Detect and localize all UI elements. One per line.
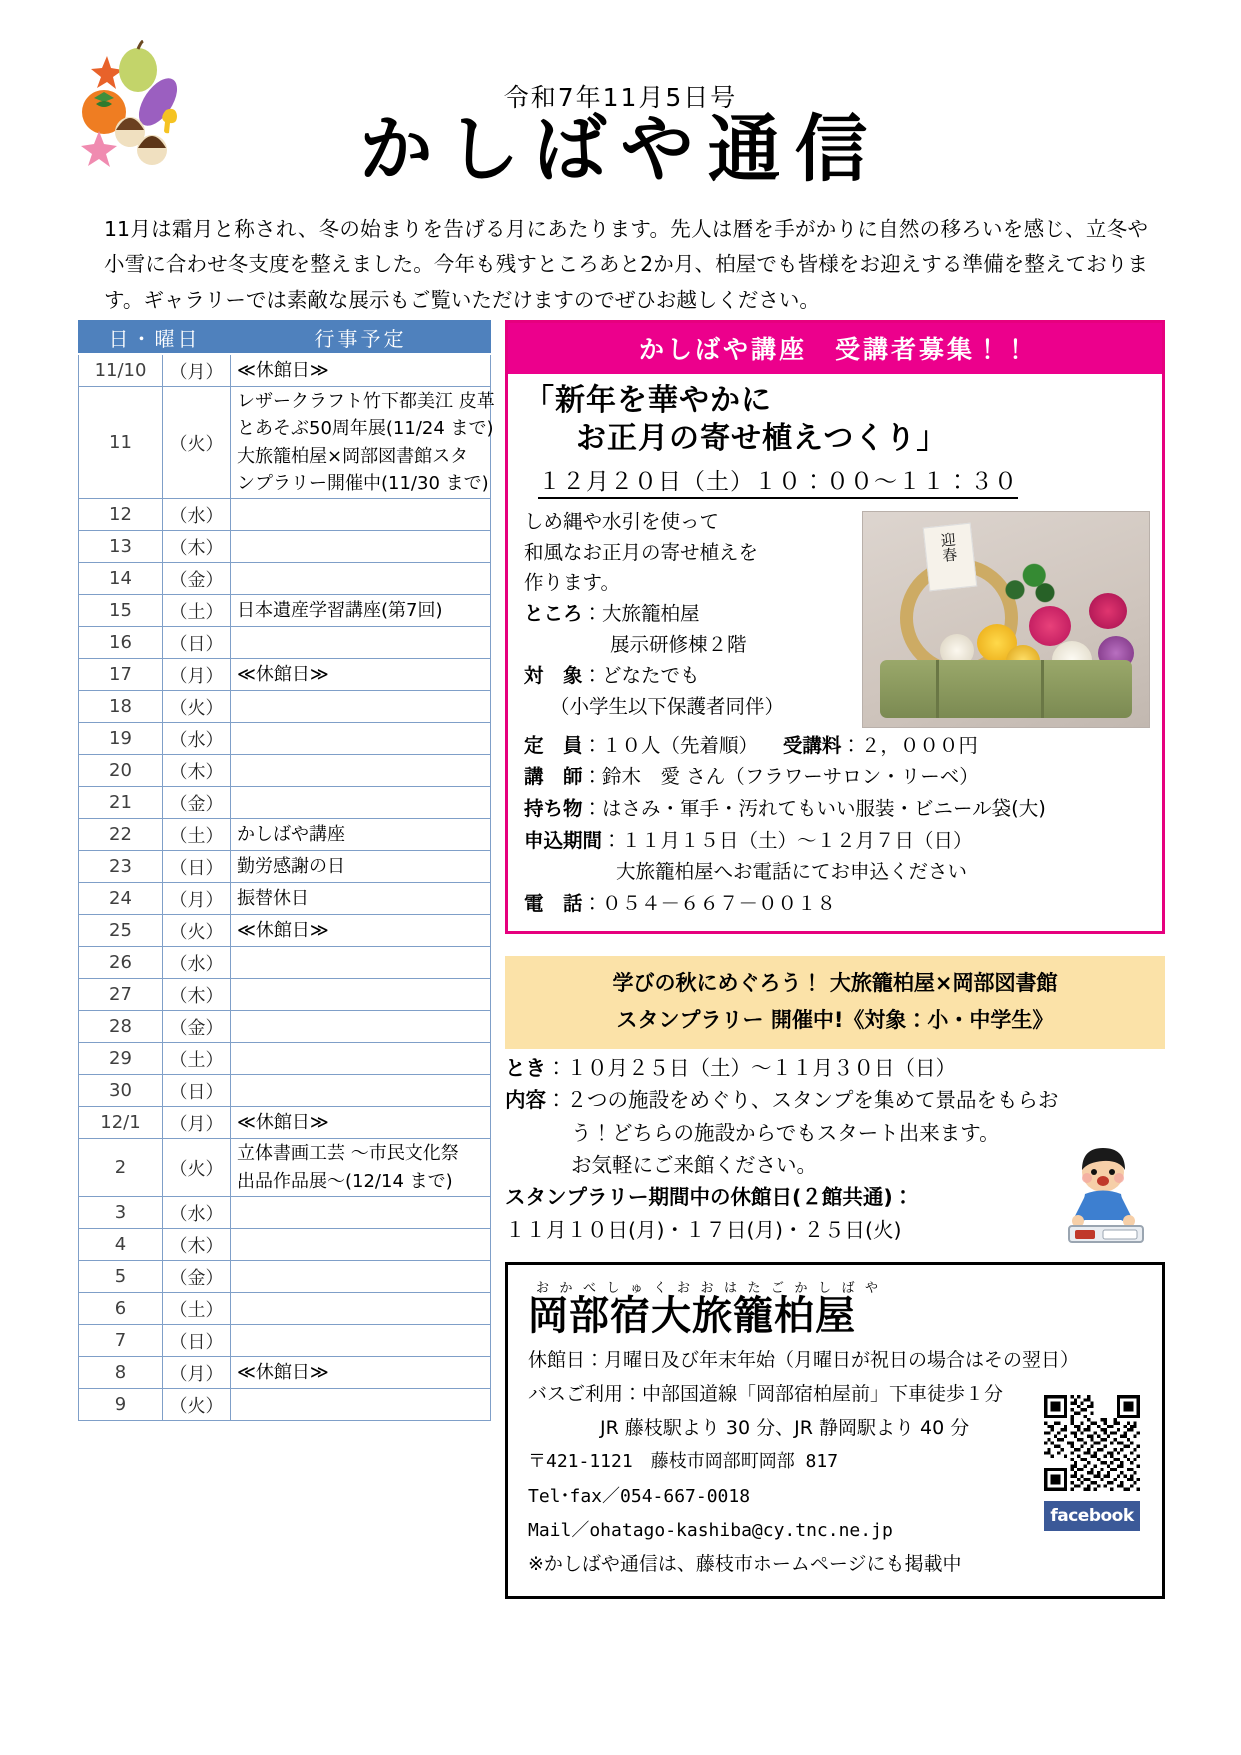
course-datetime: １２月２０日（土）１０：００～１１：３０: [538, 463, 1018, 499]
cell-day: 3: [79, 1197, 163, 1229]
cell-day: 24: [79, 883, 163, 915]
cell-weekday: （金）: [163, 563, 231, 595]
course-title-line2: お正月の寄せ植えつくり」: [576, 421, 948, 457]
table-row: [79, 851, 491, 883]
cell-weekday: （月）: [163, 659, 231, 691]
rally-closed-line: スタンプラリー期間中の休館日(２館共通)：: [505, 1185, 914, 1210]
event-line: 大旅籠柏屋×岡部図書館スタ: [237, 445, 469, 467]
cell-weekday: （水）: [163, 499, 231, 531]
org-name-ruby: おかべしゅくおおはたごかしばや: [536, 1281, 889, 1296]
rally-what-value2: う！どちらの施設からでもスタート出来ます。: [571, 1120, 1000, 1145]
table-row: [79, 1229, 491, 1261]
cell-day: 19: [79, 723, 163, 755]
facebook-badge[interactable]: facebook: [1044, 1501, 1140, 1531]
event-line: ≪休館日≫: [237, 1361, 329, 1383]
event-line: ≪休館日≫: [237, 920, 329, 942]
bus-access-line: バスご利用：中部国道線「岡部宿柏屋前」下車徒歩１分: [528, 1382, 1004, 1405]
course-title: [524, 382, 1150, 459]
cell-day: 26: [79, 947, 163, 979]
event-line: 勤労感謝の日: [237, 856, 345, 878]
table-row: [79, 1139, 491, 1197]
cell-day: 11/10: [79, 354, 163, 387]
cell-day: 17: [79, 659, 163, 691]
cell-day: 16: [79, 627, 163, 659]
cell-weekday: （火）: [163, 915, 231, 947]
cell-weekday: （日）: [163, 1325, 231, 1357]
course-apply-label: 申込期間: [524, 828, 603, 852]
table-row: [79, 627, 491, 659]
course-fee-label: 受講料: [782, 733, 842, 757]
cell-event: [231, 1107, 491, 1139]
cell-weekday: （木）: [163, 1229, 231, 1261]
course-target-value: ：どなたでも: [582, 663, 700, 687]
cell-weekday: （火）: [163, 387, 231, 499]
cell-event: [231, 819, 491, 851]
rally-what-value3: お気軽にご来館ください。: [571, 1152, 817, 1177]
course-teacher-row: [524, 761, 1150, 793]
cell-day: 13: [79, 531, 163, 563]
cell-day: 23: [79, 851, 163, 883]
cell-event: [231, 1139, 491, 1197]
cell-event: [231, 723, 491, 755]
cell-weekday: （月）: [163, 1107, 231, 1139]
cell-day: 30: [79, 1075, 163, 1107]
cell-day: 15: [79, 595, 163, 627]
calendar-body: [79, 354, 495, 1421]
cell-weekday: （金）: [163, 1011, 231, 1043]
header-date: 日・曜日: [79, 321, 231, 355]
cell-event: [231, 387, 495, 499]
rally-banner-line2: スタンプラリー 開催中!《対象：小・中学生》: [616, 1008, 1054, 1032]
page-header: [0, 0, 1241, 200]
rally-when-label: とき: [505, 1055, 546, 1080]
cell-day: 2: [79, 1139, 163, 1197]
cell-day: 5: [79, 1261, 163, 1293]
course-body: [508, 374, 1162, 931]
table-row: [79, 354, 491, 387]
postal-address-line: 〒421-1121 藤枝市岡部町岡部 817: [528, 1451, 839, 1473]
course-announcement-box: [505, 320, 1165, 934]
course-apply-value: ：１１月１５日（土）～１２月７日（日）: [602, 828, 973, 852]
cell-event: [231, 1389, 491, 1421]
cell-event: [231, 531, 491, 563]
cell-weekday: （月）: [163, 1357, 231, 1389]
event-line: 振替休日: [237, 888, 309, 910]
table-row: [79, 723, 491, 755]
rally-when-value: ：１０月２５日（土）～１１月３０日（日）: [546, 1055, 956, 1080]
cell-event: [231, 595, 491, 627]
course-tel-label: 電 話: [524, 891, 583, 915]
course-capacity-row: [524, 730, 1150, 762]
table-row: [79, 1011, 491, 1043]
mail-line: Mail／ohatago-kashiba@cy.tnc.ne.jp: [528, 1519, 893, 1541]
cell-day: 21: [79, 787, 163, 819]
issue-date: 令和7年11月5日号: [503, 83, 738, 112]
calendar-column: [78, 320, 495, 1421]
cell-event: [231, 691, 491, 723]
cell-day: 12/1: [79, 1107, 163, 1139]
course-bring-value: ：はさみ・軍手・汚れてもいい服装・ビニール袋(大): [582, 796, 1046, 820]
cell-day: 28: [79, 1011, 163, 1043]
rally-body: [505, 1052, 1165, 1246]
table-row: [79, 563, 491, 595]
event-line: 出品作品展～(12/14 まで): [237, 1170, 453, 1192]
cell-weekday: （日）: [163, 1075, 231, 1107]
cell-event: [231, 883, 491, 915]
cell-weekday: （金）: [163, 787, 231, 819]
course-apply-row: [524, 825, 1150, 857]
cell-event: [231, 1357, 491, 1389]
cell-weekday: （土）: [163, 819, 231, 851]
table-row: [79, 1357, 491, 1389]
event-line: 日本遺産学習講座(第7回): [237, 600, 443, 622]
cell-day: 4: [79, 1229, 163, 1261]
course-details: [524, 730, 1150, 919]
table-row: [79, 915, 491, 947]
table-row: [79, 1043, 491, 1075]
event-line: 立体書画工芸 ～市民文化祭: [237, 1143, 459, 1165]
cell-day: 27: [79, 979, 163, 1011]
cell-weekday: （火）: [163, 691, 231, 723]
table-row: [79, 1075, 491, 1107]
course-tel-row: [524, 888, 1150, 920]
child-stamping-illustration: [1051, 1146, 1159, 1250]
course-fee-value: ：２，０００円: [841, 733, 978, 757]
course-place-row: [524, 599, 854, 630]
new-year-arrangement-photo: [862, 511, 1150, 728]
table-row: [79, 691, 491, 723]
rally-what-value: ：２つの施設をめぐり、スタンプを集めて景品をもらお: [546, 1088, 1059, 1113]
cell-weekday: （火）: [163, 1389, 231, 1421]
cell-event: [231, 755, 491, 787]
table-row: [79, 1261, 491, 1293]
cell-day: 7: [79, 1325, 163, 1357]
cell-weekday: （土）: [163, 595, 231, 627]
table-row: [79, 387, 491, 499]
rally-what-row: [505, 1084, 1165, 1116]
cell-day: 14: [79, 563, 163, 595]
course-banner: かしばや講座 受講者募集！！: [508, 323, 1162, 374]
course-target-note: （小学生以下保護者同伴）: [550, 694, 785, 718]
cell-event: [231, 947, 491, 979]
table-row: [79, 1197, 491, 1229]
course-apply-note: 大旅籠柏屋へお電話にてお申込ください: [616, 860, 968, 884]
course-capacity-value: ：１０人（先着順）: [582, 733, 759, 757]
cell-event: [231, 499, 491, 531]
table-row: [79, 1107, 491, 1139]
cell-weekday: （日）: [163, 851, 231, 883]
course-desc-line1: しめ縄や水引を使って: [524, 509, 720, 533]
right-column: [505, 320, 1165, 1599]
cell-weekday: （日）: [163, 627, 231, 659]
org-name: 岡部宿大旅籠柏屋: [528, 1293, 856, 1339]
cell-event: [231, 563, 491, 595]
cell-weekday: （水）: [163, 947, 231, 979]
cell-day: 22: [79, 819, 163, 851]
event-line: ≪休館日≫: [237, 359, 329, 381]
cell-weekday: （火）: [163, 1139, 231, 1197]
event-calendar-table: [78, 320, 495, 1421]
train-access-line: JR 藤枝駅より 30 分、JR 静岡駅より 40 分: [600, 1416, 970, 1439]
table-row: [79, 659, 491, 691]
cell-weekday: （月）: [163, 354, 231, 387]
table-row: [79, 819, 491, 851]
course-bring-label: 持ち物: [524, 796, 583, 820]
cell-event: [231, 851, 491, 883]
cell-weekday: （金）: [163, 1261, 231, 1293]
course-tel-value: ：０５４－６６７－００１８: [582, 891, 837, 915]
cell-event: [231, 787, 491, 819]
cell-event: [231, 659, 491, 691]
course-capacity-label: 定 員: [524, 733, 583, 757]
header-event: 行事予定: [231, 321, 491, 355]
table-row: [79, 755, 491, 787]
cell-weekday: （水）: [163, 1197, 231, 1229]
cell-day: 18: [79, 691, 163, 723]
telfax-line: Tel･fax／054-667-0018: [528, 1485, 751, 1507]
cell-weekday: （木）: [163, 979, 231, 1011]
course-target-row: [524, 661, 854, 692]
cell-weekday: （土）: [163, 1293, 231, 1325]
cell-event: [231, 354, 491, 387]
cell-event: [231, 1293, 491, 1325]
table-row: [79, 1293, 491, 1325]
closed-days-line: 休館日：月曜日及び年末年始（月曜日が祝日の場合はその翌日）: [528, 1349, 1080, 1371]
cell-day: 9: [79, 1389, 163, 1421]
cell-event: [231, 1011, 491, 1043]
table-row: [79, 883, 491, 915]
stamp-rally-section: [505, 956, 1165, 1246]
event-line: ンプラリー開催中(11/30 まで): [237, 473, 489, 495]
event-line: とあそぶ50周年展(11/24 まで): [237, 418, 494, 440]
cell-event: [231, 979, 491, 1011]
cell-event: [231, 1325, 491, 1357]
cell-day: 29: [79, 1043, 163, 1075]
cell-event: [231, 1075, 491, 1107]
rally-banner: [505, 956, 1165, 1049]
venue-info-box: [505, 1262, 1165, 1599]
course-place-label: ところ: [524, 602, 583, 626]
course-teacher-label: 講 師: [524, 765, 583, 789]
table-row: [79, 979, 491, 1011]
cell-day: 8: [79, 1357, 163, 1389]
cell-day: 11: [79, 387, 163, 499]
intro-paragraph: 11月は霜月と称され、冬の始まりを告げる月にあたります。先人は暦を手がかりに自然の移ろいを感じ、立冬や小雪に合わせ冬支度を整えました。今年も残すところあと2か月、柏屋でも皆様をお迎えする準備を整えております。ギャラリーでは素敵な展示もご覧いただけますのでぜひお越しください。: [104, 217, 1148, 312]
cell-weekday: （土）: [163, 1043, 231, 1075]
table-row: [79, 1389, 491, 1421]
course-place-value2: 展示研修棟２階: [610, 632, 747, 656]
course-bring-row: [524, 793, 1150, 825]
cell-day: 25: [79, 915, 163, 947]
course-title-line1: 「新年を華やかに: [524, 383, 772, 418]
cell-event: [231, 627, 491, 659]
cell-weekday: （月）: [163, 883, 231, 915]
rally-closed-dates: １１月１０日(月)・１７日(月)・２５日(火): [505, 1217, 902, 1242]
rally-when-row: [505, 1052, 1165, 1084]
table-header-row: [79, 321, 491, 355]
course-description: [524, 507, 854, 728]
cell-weekday: （木）: [163, 531, 231, 563]
table-row: [79, 499, 491, 531]
masthead-title: かしばや通信: [359, 107, 882, 192]
cell-event: [231, 1197, 491, 1229]
course-desc-line3: 作ります。: [524, 571, 620, 595]
cell-weekday: （水）: [163, 723, 231, 755]
cell-day: 12: [79, 499, 163, 531]
table-row: [79, 947, 491, 979]
cell-event: [231, 915, 491, 947]
event-line: ≪休館日≫: [237, 1112, 329, 1134]
course-place-value: ：大旅籠柏屋: [582, 602, 700, 626]
event-line: レザークラフト竹下都美江 皮革: [237, 391, 495, 412]
qr-code[interactable]: [1044, 1395, 1140, 1491]
course-desc-line2: 和風なお正月の寄せ植えを: [524, 540, 759, 564]
cell-weekday: （木）: [163, 755, 231, 787]
event-line: かしばや講座: [237, 824, 345, 846]
website-note-line: ※かしばや通信は、藤枝市ホームページにも掲載中: [528, 1553, 962, 1575]
table-row: [79, 595, 491, 627]
cell-event: [231, 1043, 491, 1075]
cell-day: 20: [79, 755, 163, 787]
course-target-label: 対 象: [524, 663, 583, 687]
rally-banner-line1: 学びの秋にめぐろう！ 大旅籠柏屋×岡部図書館: [612, 971, 1058, 996]
cell-event: [231, 1261, 491, 1293]
cell-day: 6: [79, 1293, 163, 1325]
course-teacher-value: ：鈴木 愛 さん（フラワーサロン・リーベ）: [582, 765, 979, 789]
table-row: [79, 531, 491, 563]
cell-event: [231, 1229, 491, 1261]
rally-what-label: 内容: [505, 1088, 546, 1113]
event-line: ≪休館日≫: [237, 664, 329, 686]
table-row: [79, 787, 491, 819]
table-row: [79, 1325, 491, 1357]
